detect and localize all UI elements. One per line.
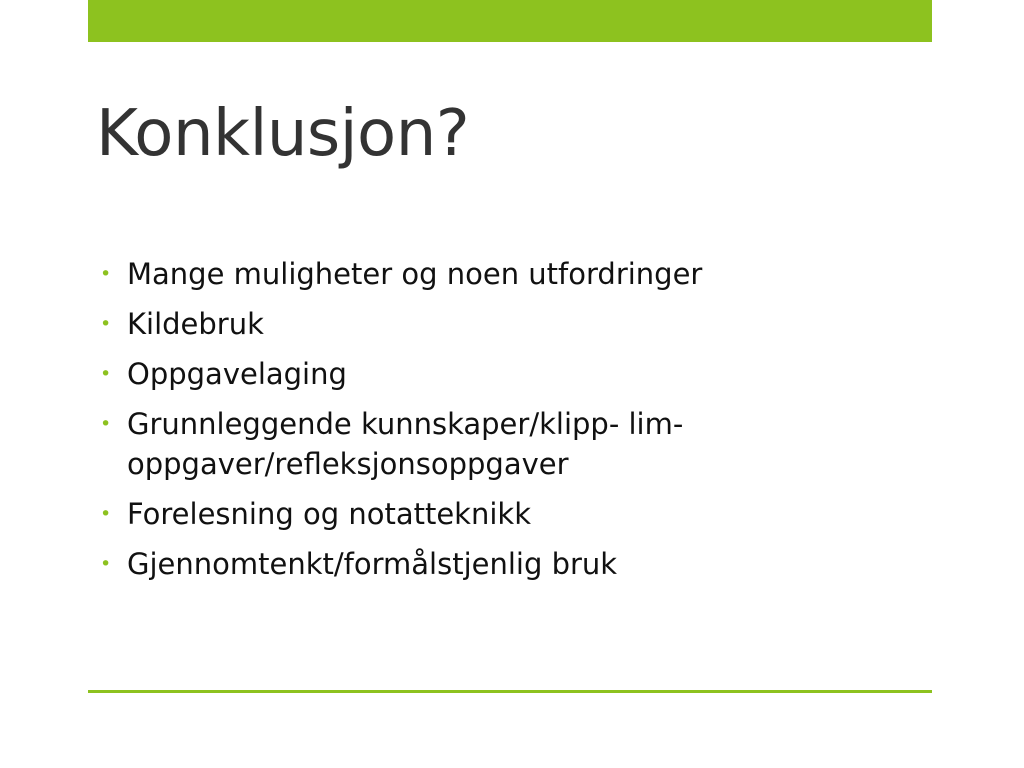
bullet-text: Kildebruk bbox=[127, 307, 264, 341]
bullet-item bbox=[96, 254, 876, 294]
bullet-icon: • bbox=[100, 263, 112, 285]
slide-title: Konklusjon? bbox=[96, 97, 470, 171]
bullet-icon: • bbox=[100, 503, 112, 525]
bullet-item bbox=[96, 494, 876, 534]
bullet-text: Grunnleggende kunnskaper/klipp- lim-oppgaver/refleksjonsoppgaver bbox=[127, 407, 684, 481]
top-accent-bar bbox=[88, 0, 932, 42]
bottom-divider bbox=[88, 690, 932, 693]
bullet-icon: • bbox=[100, 313, 112, 335]
bullet-text: Forelesning og notatteknikk bbox=[127, 497, 532, 531]
bullet-icon: • bbox=[100, 363, 112, 385]
bullet-item bbox=[96, 404, 876, 484]
bullet-text: Mange muligheter og noen utfordringer bbox=[127, 257, 703, 291]
bullet-item bbox=[96, 544, 876, 584]
bullet-text: Gjennomtenkt/formålstjenlig bruk bbox=[127, 547, 618, 581]
bullet-item bbox=[96, 304, 876, 344]
bullet-text: Oppgavelaging bbox=[127, 357, 347, 391]
bullet-item bbox=[96, 354, 876, 394]
bullet-icon: • bbox=[100, 553, 112, 575]
bullet-icon: • bbox=[100, 413, 112, 435]
bullet-list bbox=[96, 254, 876, 594]
